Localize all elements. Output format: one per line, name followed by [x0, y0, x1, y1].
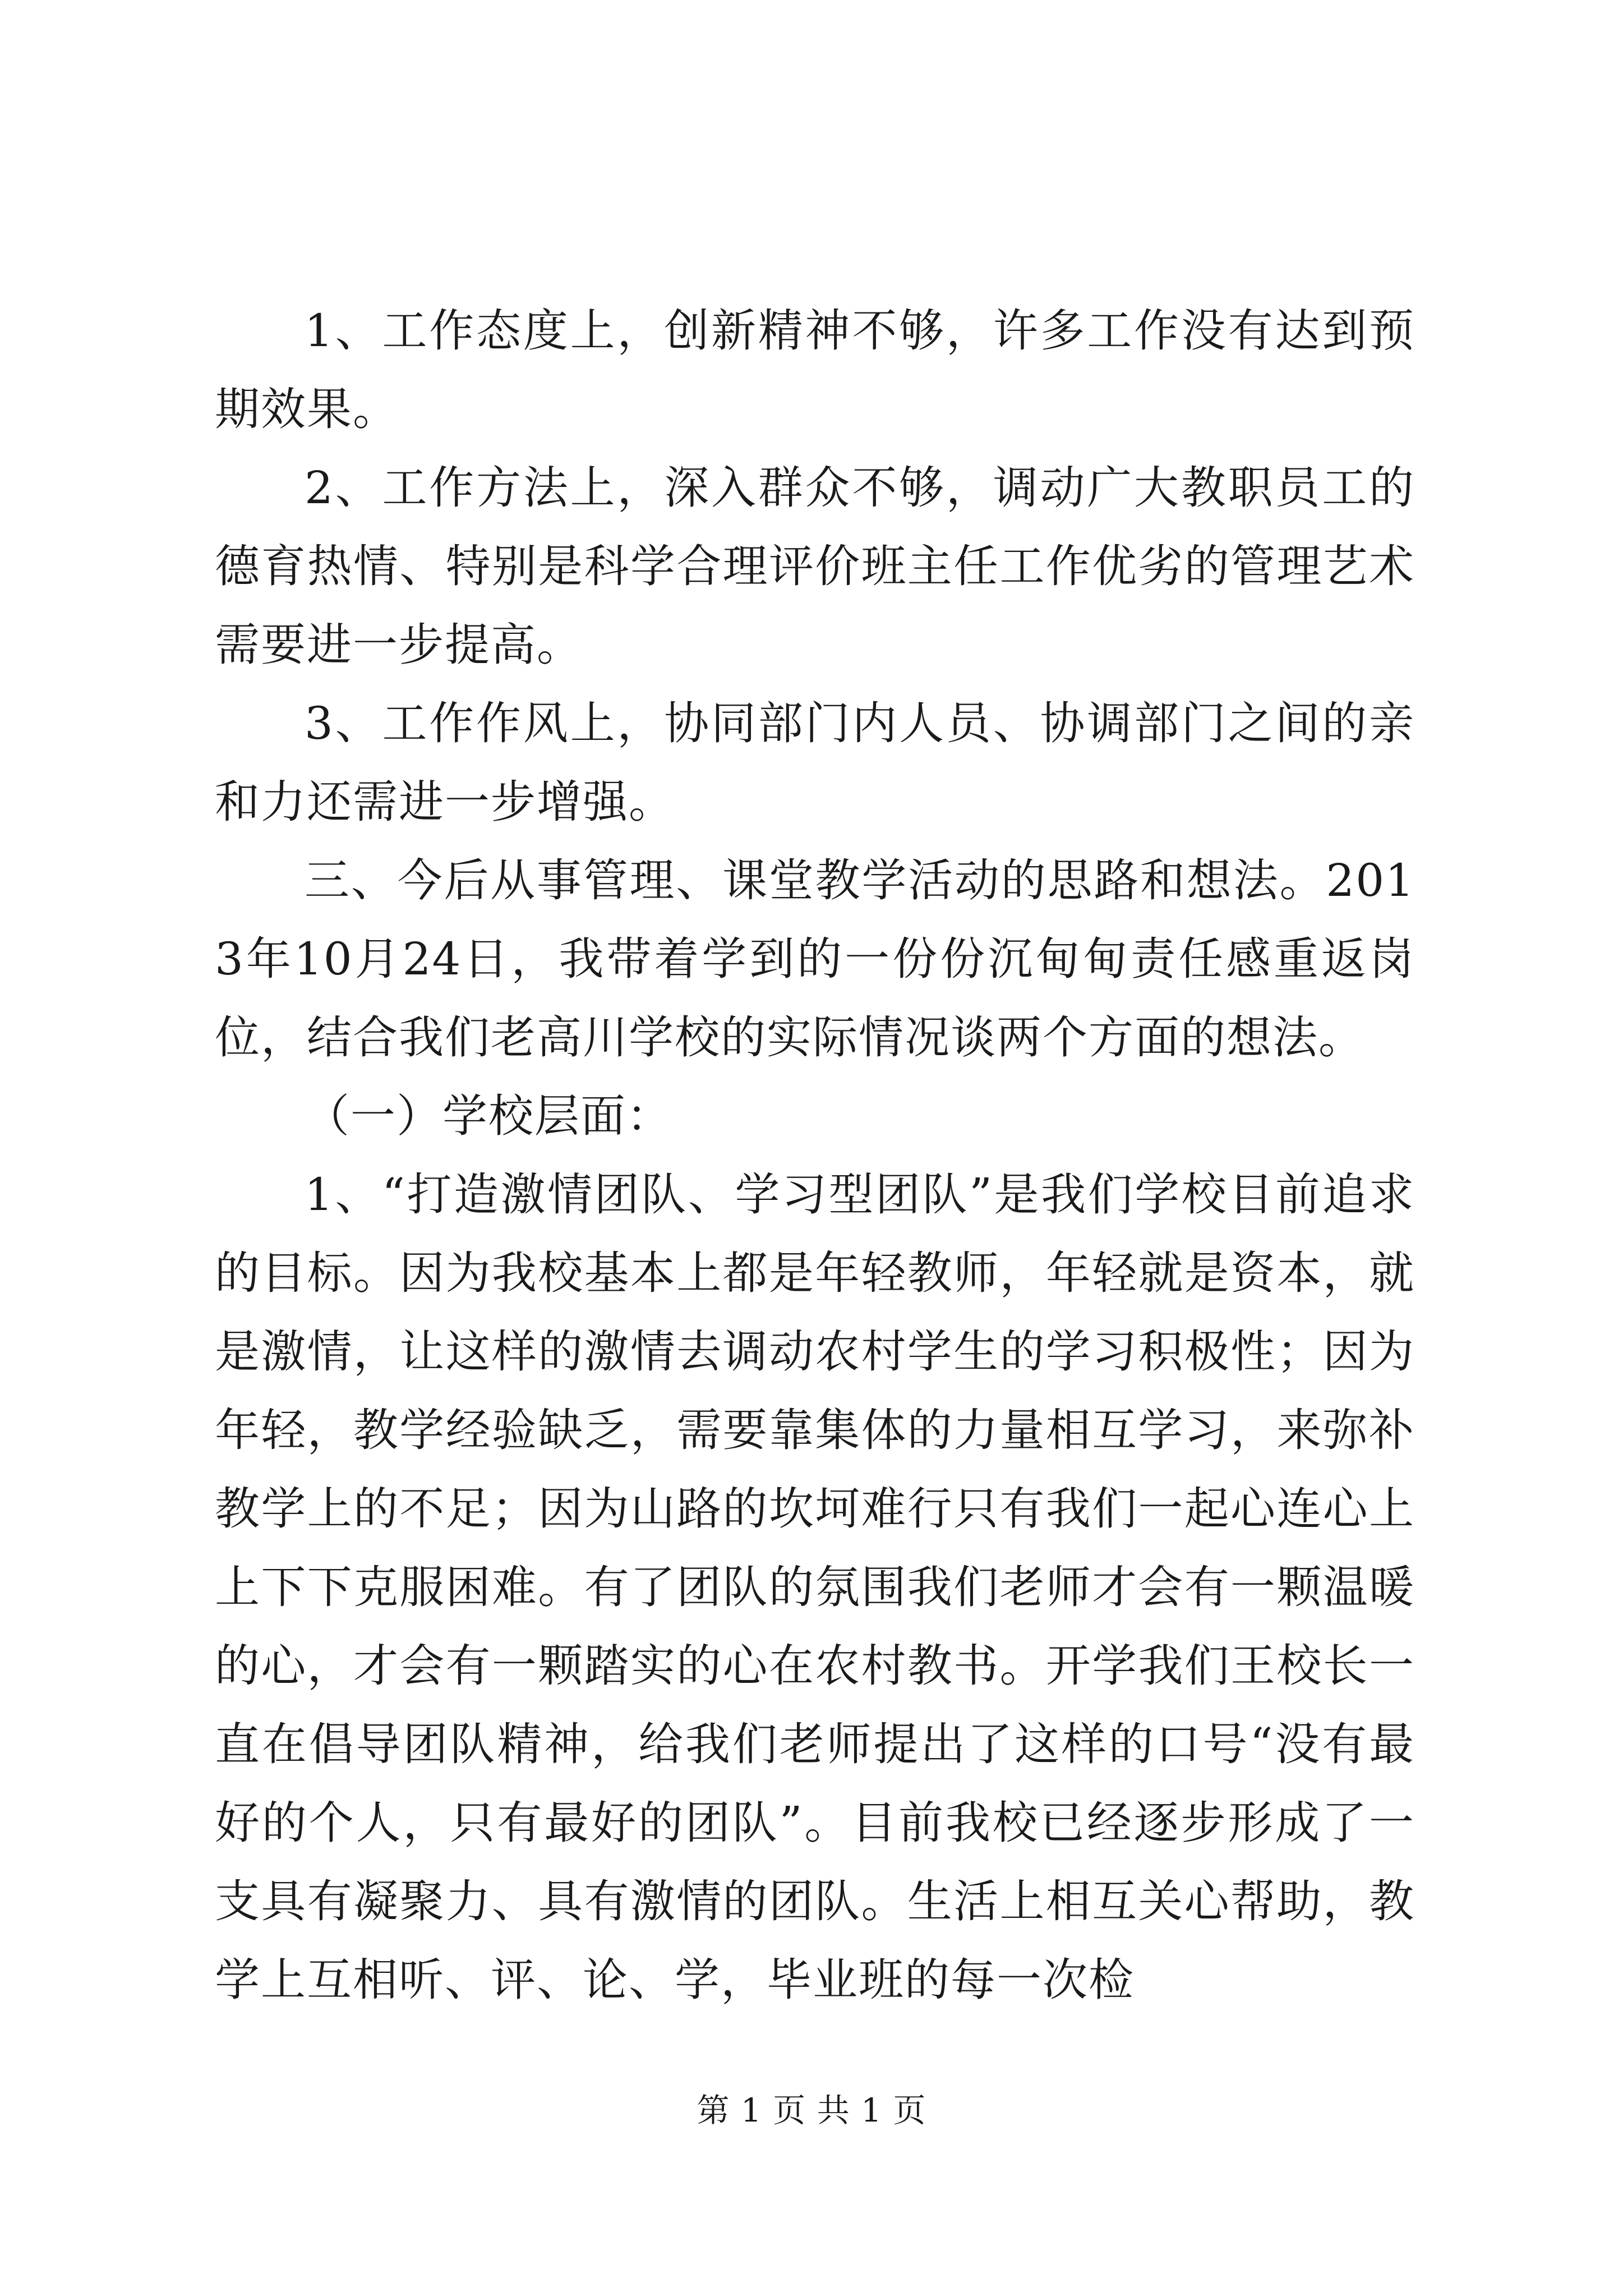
paragraph-style: 3、工作作风上，协同部门内人员、协调部门之间的亲和力还需进一步增强。 [215, 697, 1415, 828]
page-footer: 第 1 页 共 1 页 [697, 2091, 926, 2129]
paragraph-attitude: 1、工作态度上，创新精神不够，许多工作没有达到预期效果。 [215, 305, 1415, 435]
paragraph-future-plans: 三、今后从事管理、课堂教学活动的思路和想法。2013年10月24日，我带着学到的一份份沉甸甸责任感重返岗位，结合我们老高川学校的实际情况谈两个方面的想法。 [215, 854, 1415, 1064]
document-body [215, 292, 1415, 2019]
paragraph-team-building: 1、“打造激情团队、学习型团队”是我们学校目前追求的目标。因为我校基本上都是年轻教师，年轻就是资本，就是激情，让这样的激情去调动农村学生的学习积极性；因为年轻，教学经验缺乏，需要靠集体的力量相互学习，来弥补教学上的不足；因为山路的坎坷难行只有我们一起心连心上上下下克服困难。有了团队的氛围我们老师才会有一颗温暖的心，才会有一颗踏实的心在农村教书。开学我们王校长一直在倡导团队精神，给我们老师提出了这样的口号“没有最好的个人，只有最好的团队”。目前我校已经逐步形成了一支具有凝聚力、具有激情的团队。生活上相互关心帮助，教学上互相听、评、论、学，毕业班的每一次检 [215, 1168, 1415, 2006]
paragraph-method: 2、工作方法上，深入群众不够，调动广大教职员工的德育热情、特别是科学合理评价班主任工作优劣的管理艺术需要进一步提高。 [215, 462, 1415, 671]
section-heading-school-level: （一）学校层面： [305, 1090, 672, 1142]
